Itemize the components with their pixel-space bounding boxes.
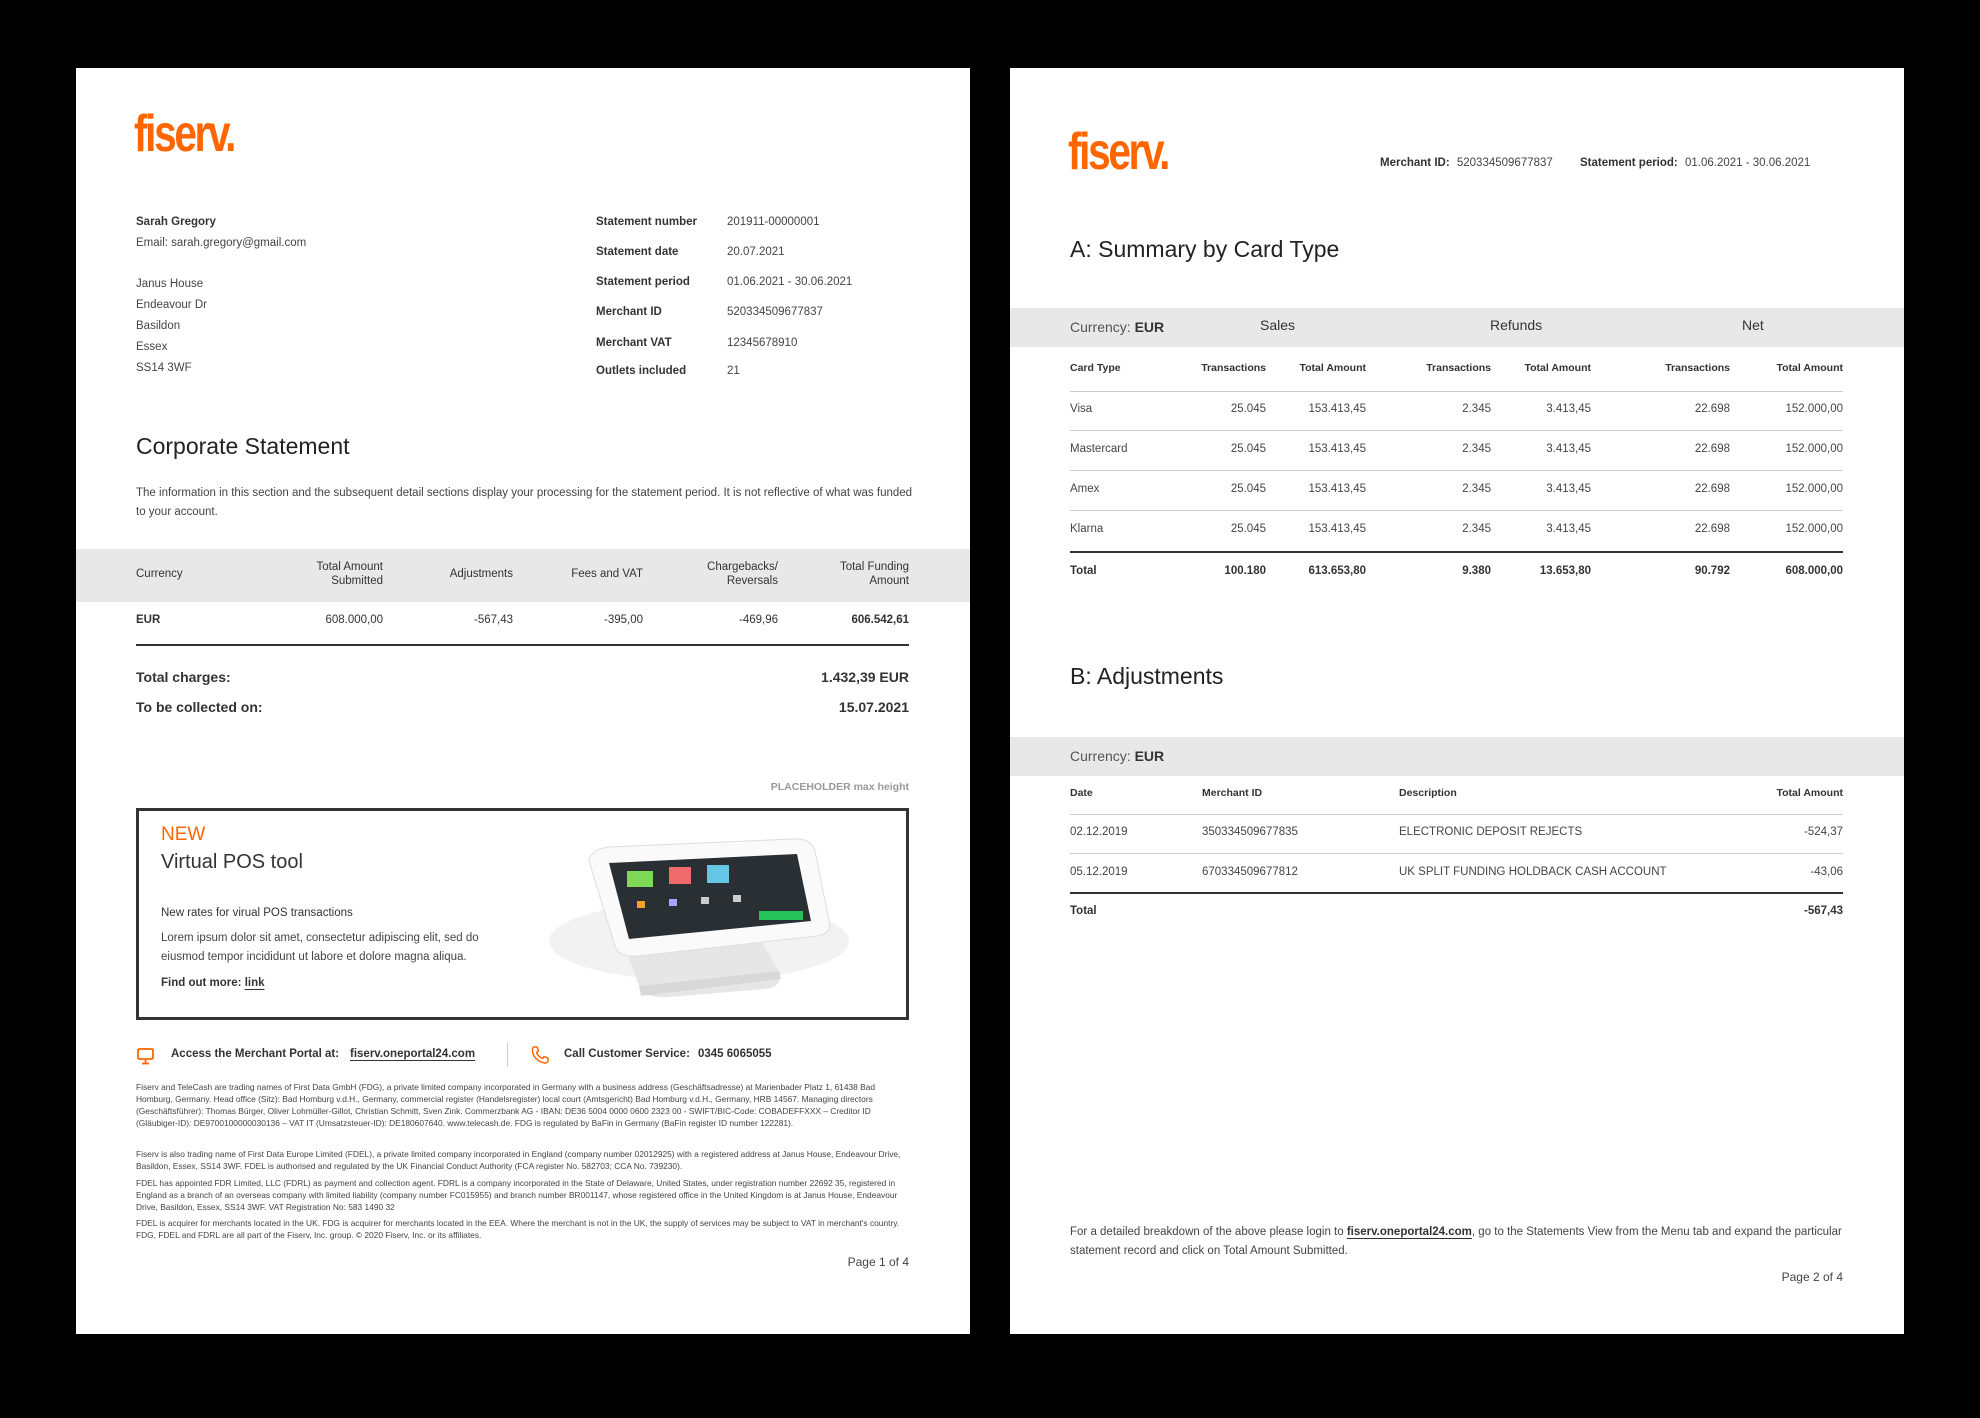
statement-page-2 [1010, 68, 1904, 1334]
sales-transactions: 25.045 [1230, 483, 1266, 495]
legal-paragraph-2: Fiserv is also trading name of First Data Europe Limited (FDEL), a private limited company incorporated in England (company number 02012925) with a registered address at Janus House, Endeavour Drive, Basildon, Essex, SS14 3WF. FDEL is authorised and regulated by the UK Financial Conduct Authority (FCA register No. 582703; CCA No. 739230). [136, 1149, 901, 1171]
row-adjustments: -567,43 [473, 614, 513, 626]
detail-value-outlets: 21 [727, 365, 740, 377]
net-amount: 152.000,00 [1785, 403, 1843, 415]
footnote-text-before: For a detailed breakdown of the above please login to [1070, 1226, 1344, 1238]
total-sales-amount: 613.653,80 [1308, 565, 1366, 577]
sales-transactions: 25.045 [1230, 403, 1266, 415]
card-type: Mastercard [1070, 443, 1128, 455]
legal-paragraph-1: Fiserv and TeleCash are trading names of First Data GmbH (FDG), a private limited company incorporated in Germany with a business address (Geschäftsadresse) at Marienbader Platz 1, 61438 Bad Homburg, Germany. Head office (Sitz): Bad Homburg v.d.H., Germany, commercial register (Handelsregister) local court (Amtsgericht) Bad Homburg v.d.H., Germany, HRB 14567. Managing directors (Geschäftsführer): Thomas Bürger, Oliver Lohmüller-Gillot, Christian Schmitt, Sven Zink. Commerzbank AG - IBAN: DE36 5004 0000 0600 2323 00 - SWIFT/BIC-Code: COBADEFFXXX – Creditor ID (Gläubiger-ID): DE9700100000030136 – VAT IT (Umsatzsteuer-ID): DE180607640. www.telecash.de. FDG is regulated by BaFin in Germany (BaFin register ID number 122281). [136, 1082, 876, 1128]
total-net-transactions: 90.792 [1694, 565, 1730, 577]
adjustment-date: 02.12.2019 [1070, 826, 1128, 838]
detail-label-merchant-id: Merchant ID [596, 306, 662, 318]
col-adjustments: Adjustments [449, 568, 513, 580]
col-chargebacks: Chargebacks/ Reversals [707, 561, 778, 587]
promo-link[interactable]: link [244, 977, 265, 989]
col-fees-vat: Fees and VAT [571, 568, 643, 580]
detail-label-statement-number: Statement number [596, 216, 697, 228]
total-refunds-transactions: 9.380 [1462, 565, 1491, 577]
refunds-transactions: 2.345 [1462, 403, 1491, 415]
col-net-amount: Total Amount [1776, 362, 1843, 374]
phone-icon [530, 1045, 550, 1065]
merchant-id-label: Merchant ID: [1380, 157, 1450, 169]
section-a-currency [1070, 319, 1164, 335]
total-refunds-amount: 13.653,80 [1539, 565, 1591, 577]
col-currency: Currency [136, 568, 183, 580]
page-number: Page 1 of 4 [847, 1255, 909, 1269]
collected-on-label: To be collected on: [136, 699, 263, 715]
refunds-amount: 3.413,45 [1546, 403, 1591, 415]
refunds-transactions: 2.345 [1462, 483, 1491, 495]
footnote [1070, 1223, 1843, 1261]
adjustment-amount: -524,37 [1803, 826, 1843, 838]
refunds-amount: 3.413,45 [1546, 523, 1591, 535]
row-chargebacks: -469,96 [738, 614, 778, 626]
address-line-4: Essex [136, 341, 168, 353]
adjustment-description: ELECTRONIC DEPOSIT REJECTS [1399, 826, 1583, 838]
detail-value-statement-date: 20.07.2021 [727, 246, 785, 258]
legal-paragraph-4: FDEL is acquirer for merchants located in the UK. FDG is acquirer for merchants located in the EEA. Where the merchant is not in the UK, the supply of services may be subject to VAT in merchant's country. FDG, FDEL and FDRL are all part of the Fiserv, Inc. group. © 2020 Fiserv, Inc. or its affiliates. [136, 1218, 900, 1240]
row-divider [1070, 430, 1843, 431]
row-total-submitted: 608.000,00 [325, 614, 383, 626]
group-sales: Sales [1260, 317, 1296, 333]
total-sales-transactions: 100.180 [1224, 565, 1266, 577]
net-amount: 152.000,00 [1785, 523, 1843, 535]
monitor-icon [136, 1046, 156, 1066]
address-line-1: Janus House [136, 278, 204, 290]
total-divider [1070, 551, 1843, 553]
detail-label-statement-period: Statement period [596, 276, 690, 288]
merchant-id-value: 520334509677837 [1456, 157, 1553, 169]
address-line-3: Basildon [136, 320, 181, 332]
address-line-2: Endeavour Dr [136, 299, 207, 311]
detail-value-statement-number: 201911-00000001 [727, 216, 820, 228]
currency-value: EUR [1134, 748, 1165, 764]
legal-paragraph-3: FDEL has appointed FDR Limited, LLC (FDRL) as payment and collection agent. FDRL is a company incorporated in the State of Delaware, United States, under registration number 22692 35, registered in England as a branch of an overseas company with limited liability (company number FC015955) and branch number BR001147, whose registered office in the United Kingdom is at Janus House, Endeavour Drive, Basildon, Essex, SS14 3WF. VAT Registration No: 583 1490 32 [136, 1178, 898, 1212]
section-b-currency [1070, 748, 1164, 764]
refunds-amount: 3.413,45 [1546, 483, 1591, 495]
page-number: Page 2 of 4 [1781, 1270, 1843, 1284]
refunds-transactions: 2.345 [1462, 523, 1491, 535]
net-transactions: 22.698 [1694, 443, 1730, 455]
detail-label-outlets: Outlets included [596, 365, 687, 377]
promo-find-out [161, 977, 265, 989]
promo-subtitle: New rates for virual POS transactions [161, 907, 353, 919]
fiserv-logo: fiserv. [134, 105, 235, 163]
col-total-submitted: Total Amount Submitted [316, 561, 383, 587]
row-divider [1070, 853, 1843, 854]
contact-divider [507, 1043, 508, 1067]
portal-link[interactable]: fiserv.oneportal24.com [350, 1048, 476, 1060]
detail-value-merchant-id: 520334509677837 [727, 306, 823, 318]
adjustment-merchant-id: 670334509677812 [1202, 866, 1298, 878]
placeholder-note: PLACEHOLDER max height [770, 781, 909, 793]
portal-label: Access the Merchant Portal at: [171, 1048, 340, 1060]
statement-page-1 [76, 68, 970, 1334]
total-net-amount: 608.000,00 [1785, 565, 1843, 577]
promo-badge: NEW [161, 824, 206, 845]
adjustment-date: 05.12.2019 [1070, 866, 1128, 878]
customer-email: Email: sarah.gregory@gmail.com [136, 237, 307, 249]
total-charges-value: 1.432,39 EUR [821, 669, 909, 685]
adjustment-merchant-id: 350334509677835 [1202, 826, 1298, 838]
adjustment-description: UK SPLIT FUNDING HOLDBACK CASH ACCOUNT [1399, 866, 1667, 878]
refunds-amount: 3.413,45 [1546, 443, 1591, 455]
header-divider [1070, 814, 1843, 815]
customer-name: Sarah Gregory [136, 216, 216, 228]
net-transactions: 22.698 [1694, 523, 1730, 535]
service-phone: 0345 6065055 [698, 1048, 772, 1060]
group-net: Net [1742, 317, 1764, 333]
sales-amount: 153.413,45 [1308, 483, 1366, 495]
col-sales-amount: Total Amount [1299, 362, 1366, 374]
address-line-5: SS14 3WF [136, 362, 192, 374]
card-type: Amex [1070, 483, 1100, 495]
period-label: Statement period: [1580, 157, 1678, 169]
sales-transactions: 25.045 [1230, 443, 1266, 455]
promo-body: Lorem ipsum dolor sit amet, consectetur adipiscing elit, sed do eiusmod tempor incididunt ut labore et dolore magna aliqua. [161, 932, 479, 963]
net-transactions: 22.698 [1694, 403, 1730, 415]
col-date: Date [1070, 787, 1093, 799]
detail-label-merchant-vat: Merchant VAT [596, 337, 672, 349]
currency-label: Currency: [1070, 319, 1131, 335]
row-divider [1070, 470, 1843, 471]
card-type: Visa [1070, 403, 1093, 415]
card-type: Klarna [1070, 523, 1104, 535]
sales-amount: 153.413,45 [1308, 443, 1366, 455]
promo-title: Virtual POS tool [161, 851, 303, 873]
col-total-funding: Total Funding Amount [839, 561, 909, 587]
find-out-label: Find out more: [161, 977, 242, 989]
total-divider [1070, 892, 1843, 894]
pos-device-image [519, 821, 849, 1011]
adjustment-amount: -43,06 [1810, 866, 1843, 878]
adjustments-total-value: -567,43 [1803, 905, 1843, 917]
intro-text: The information in this section and the subsequent detail sections display your processing for the statement period. It is not reflective of what was funded to your account. [136, 487, 913, 518]
sales-amount: 153.413,45 [1308, 403, 1366, 415]
col-refunds-amount: Total Amount [1524, 362, 1591, 374]
detail-value-statement-period: 01.06.2021 - 30.06.2021 [727, 276, 853, 288]
sales-transactions: 25.045 [1230, 523, 1266, 535]
row-fees-vat: -395,00 [603, 614, 643, 626]
period-value: 01.06.2021 - 30.06.2021 [1684, 157, 1811, 169]
section-b-title: B: Adjustments [1070, 663, 1224, 689]
adjustments-total-label: Total [1070, 905, 1097, 917]
portal-link[interactable]: fiserv.oneportal24.com [1346, 1226, 1472, 1238]
col-card-type: Card Type [1070, 362, 1121, 374]
refunds-transactions: 2.345 [1462, 443, 1491, 455]
detail-value-merchant-vat: 12345678910 [727, 337, 798, 349]
col-merchant-id: Merchant ID [1202, 787, 1263, 799]
header-divider [1070, 391, 1843, 392]
col-net-transactions: Transactions [1665, 362, 1730, 374]
currency-label: Currency: [1070, 748, 1131, 764]
table-divider [136, 644, 909, 646]
promo-box [136, 808, 909, 1020]
net-amount: 152.000,00 [1785, 443, 1843, 455]
service-label: Call Customer Service: [564, 1048, 690, 1060]
page-title: Corporate Statement [136, 433, 350, 459]
detail-label-statement-date: Statement date [596, 246, 679, 258]
section-a-title: A: Summary by Card Type [1070, 236, 1340, 262]
net-amount: 152.000,00 [1785, 483, 1843, 495]
row-currency: EUR [136, 614, 161, 626]
col-refunds-transactions: Transactions [1426, 362, 1491, 374]
collected-on-value: 15.07.2021 [838, 699, 909, 715]
row-divider [1070, 510, 1843, 511]
header-meta [1380, 157, 1810, 169]
total-label: Total [1070, 565, 1097, 577]
sales-amount: 153.413,45 [1308, 523, 1366, 535]
net-transactions: 22.698 [1694, 483, 1730, 495]
currency-value: EUR [1134, 319, 1165, 335]
col-sales-transactions: Transactions [1201, 362, 1266, 374]
col-description: Description [1399, 787, 1457, 799]
col-total-amount: Total Amount [1776, 787, 1843, 799]
total-charges-label: Total charges: [136, 669, 231, 685]
fiserv-logo: fiserv. [1068, 123, 1169, 181]
footnote-text-after: , go to the Statements View from the Menu tab and expand the particular statement record and click on Total Amount Submitted. [1070, 1226, 1842, 1257]
row-total-funding: 606.542,61 [851, 614, 909, 626]
group-refunds: Refunds [1490, 317, 1543, 333]
